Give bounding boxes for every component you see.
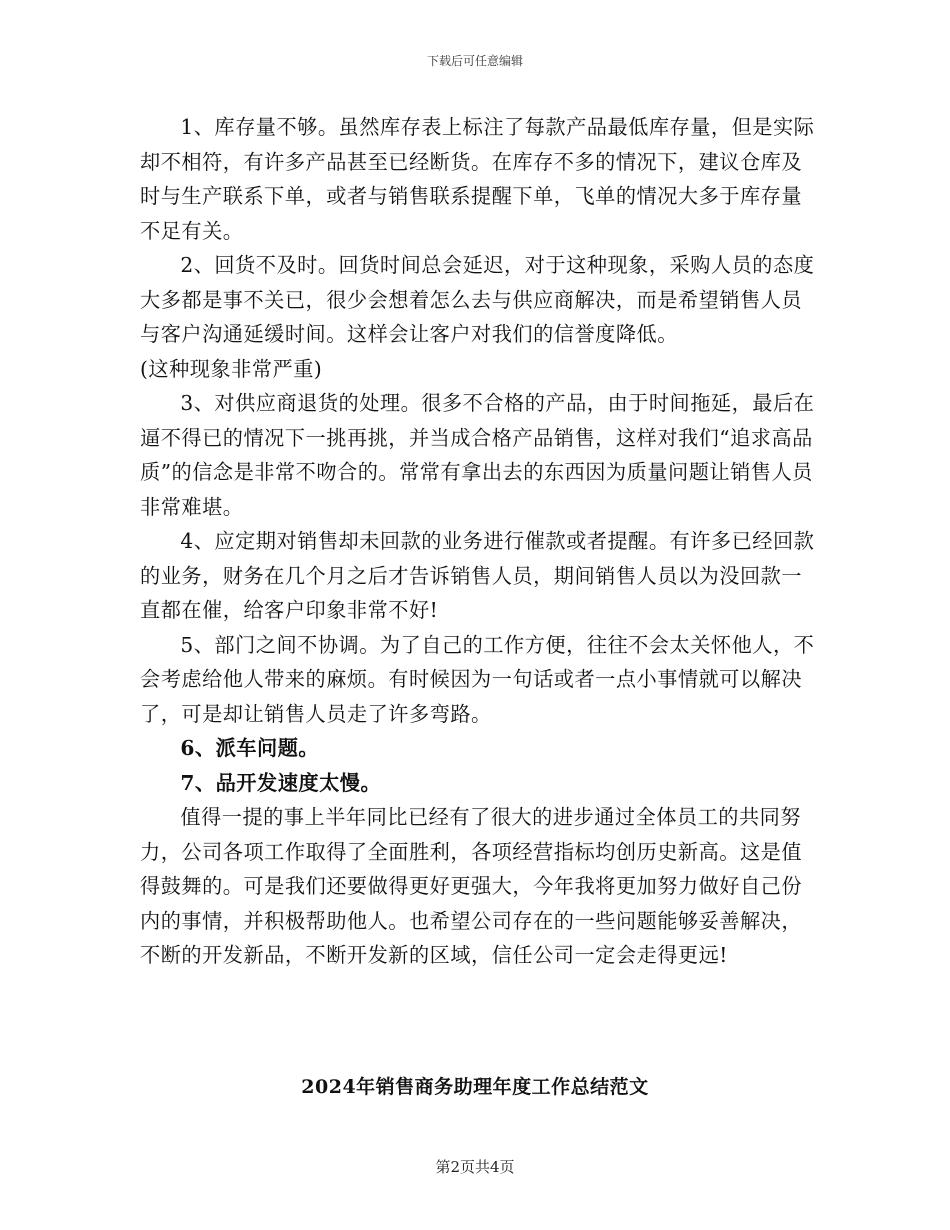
paragraph-collections: 4、应定期对销售却未回款的业务进行催款或者提醒。有许多已经回款的业务，财务在几个月之后才告诉销售人员，期间销售人员以为没回款一直都在催，给客户印象非常不好! bbox=[140, 529, 815, 622]
paragraph-product-development: 7、品开发速度太慢。 bbox=[180, 770, 382, 795]
page-footer: 第2页共4页 bbox=[435, 1158, 515, 1176]
paragraph-delivery: 2、回货不及时。回货时间总会延迟，对于这种现象，采购人员的态度大多都是事不关已，很少会想着怎么去与供应商解决，而是希望销售人员与客户沟通延缓时间。这样会让客户对我们的信誉度降低。 bbox=[140, 253, 815, 346]
paragraph-conclusion: 值得一提的事上半年同比已经有了很大的进步通过全体员工的共同努力，公司各项工作取得了全面胜利，各项经营指标均创历史新高。这是值得鼓舞的。可是我们还要做得更好更强大，今年我将更加努力做好自己份内的事情，并积极帮助他人。也希望公司存在的一些问题能够妥善解决，不断的开发新品，不断开发新的区域，信任公司一定会走得更远! bbox=[140, 805, 803, 967]
page-header: 下载后可任意编辑 bbox=[426, 54, 523, 68]
section-title: 2024年销售商务助理年度工作总结范文 bbox=[301, 1076, 649, 1098]
paragraph-supplier-returns: 3、对供应商退货的处理。很多不合格的产品，由于时间拖延，最后在逼不得已的情况下一挑再挑，并当成合格产品销售，这样对我们“追求高品质”的信念是非常不吻合的。常常有拿出去的东西因为质量问题让销售人员非常难堪。 bbox=[140, 391, 815, 519]
paragraph-inventory: 1、库存量不够。虽然库存表上标注了每款产品最低库存量，但是实际却不相符，有许多产品甚至已经断货。在库存不多的情况下，建议仓库及时与生产联系下单，或者与销售联系提醒下单，飞单的情况大多于库存量不足有关。 bbox=[140, 115, 815, 243]
paragraph-coordination: 5、部门之间不协调。为了自己的工作方便，往往不会太关怀他人，不会考虑给他人带来的麻烦。有时候因为一句话或者一点小事情就可以解决了，可是却让销售人员走了许多弯路。 bbox=[140, 632, 815, 726]
paragraph-vehicle-dispatch: 6、派车问题。 bbox=[180, 736, 320, 760]
document-body bbox=[140, 110, 820, 973]
paragraph-delivery-note: (这种现象非常严重) bbox=[140, 356, 323, 381]
